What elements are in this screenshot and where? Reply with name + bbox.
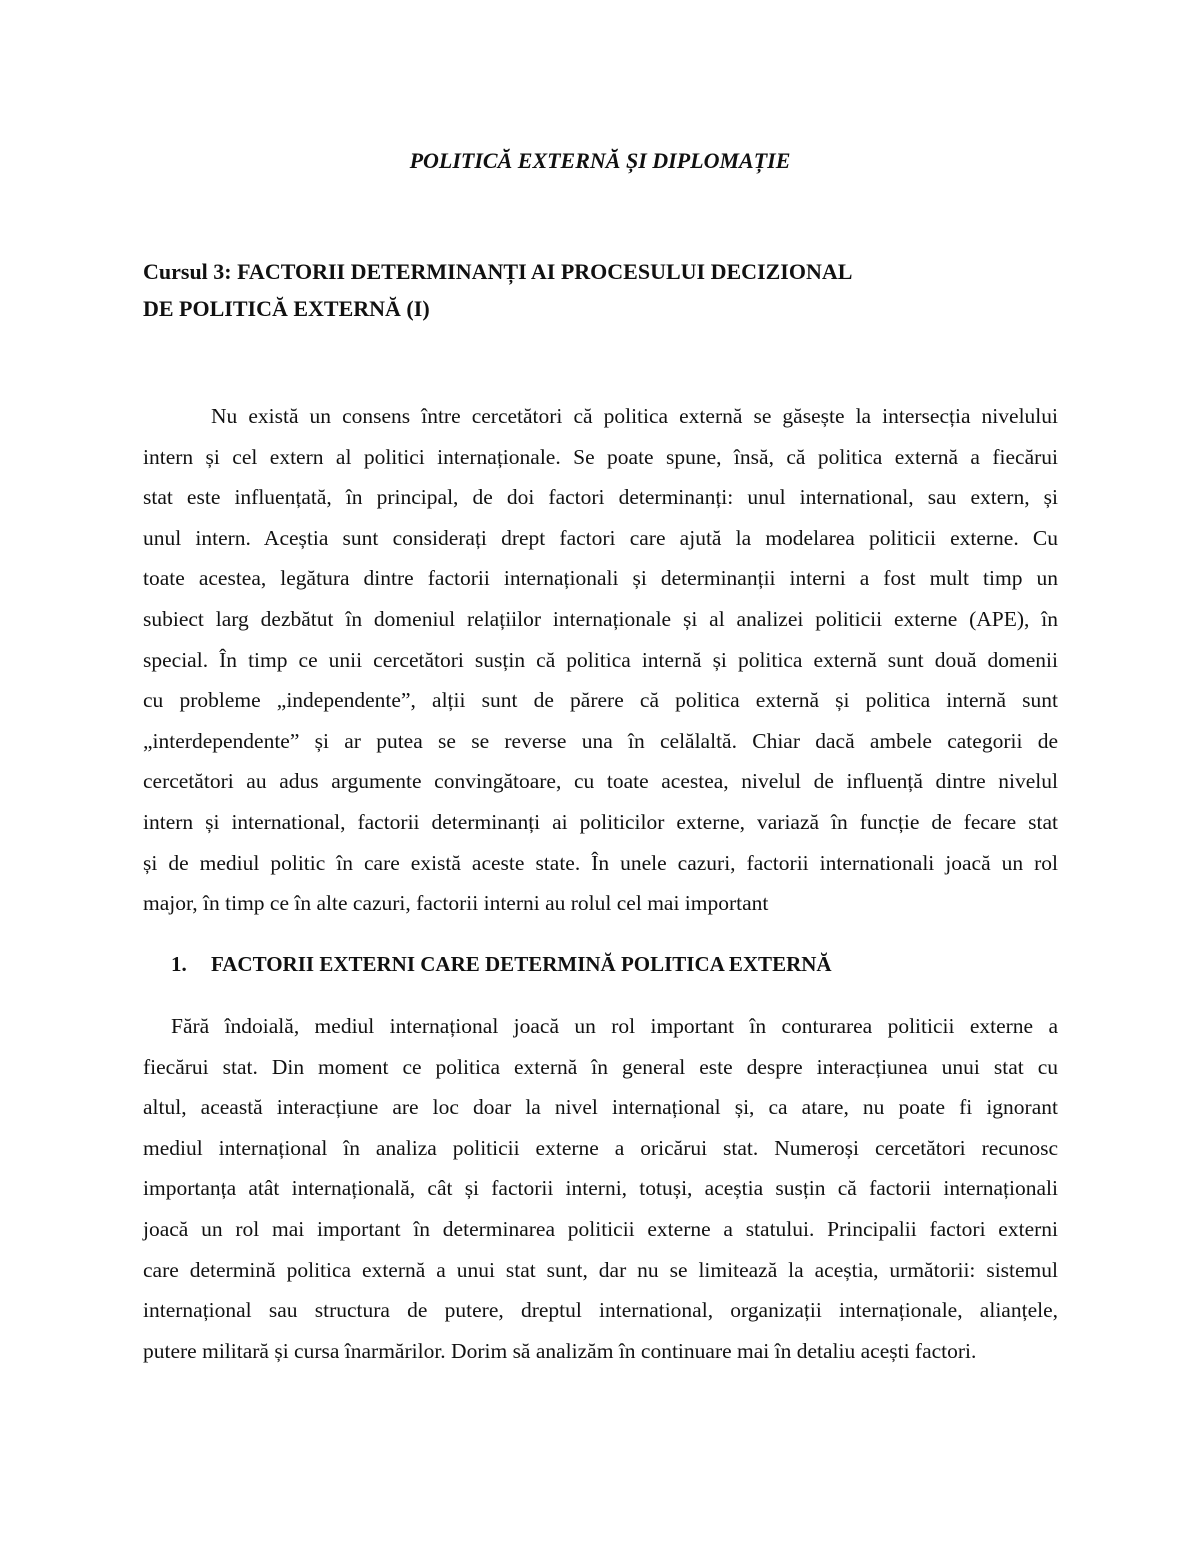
paragraph-line: toate acestea, legătura dintre factorii internaționali și determinanții interni a fost mult timp un bbox=[143, 566, 1058, 591]
course-heading-line-2: DE POLITICĂ EXTERNĂ (I) bbox=[143, 296, 430, 321]
paragraph-line: joacă un rol mai important în determinarea politicii externe a statului. Principalii factori externi bbox=[143, 1216, 1058, 1241]
paragraph-line: putere militară și cursa înarmărilor. Dorim să analizăm în continuare mai în detaliu acești factori. bbox=[143, 1338, 977, 1363]
paragraph-line: altul, această interacțiune are loc doar la nivel internațional și, ca atare, nu poate fi ignorant bbox=[143, 1095, 1058, 1120]
paragraph-line: Fără îndoială, mediul internațional joacă un rol important în conturarea politicii externe a bbox=[171, 1014, 1058, 1038]
paragraph-line: „interdependente” și ar putea se se reverse una în celălaltă. Chiar dacă ambele categorii de bbox=[143, 728, 1058, 753]
paragraph-line: internațional sau structura de putere, dreptul international, organizații internaționale, alianțele, bbox=[143, 1298, 1058, 1323]
paragraph-line: major, în timp ce în alte cazuri, factorii interni au rolul cel mai important bbox=[143, 891, 769, 916]
paragraph-line: Nu există un consens între cercetători că politica externă se găsește la intersecția nivelului bbox=[211, 404, 1058, 428]
course-heading-line-1: Cursul 3: FACTORII DETERMINANȚI AI PROCESULUI DECIZIONAL bbox=[143, 259, 853, 284]
paragraph-line: unul intern. Aceștia sunt considerați drept factori care ajută la modelarea politicii externe. Cu bbox=[143, 525, 1058, 550]
paragraph-line: cercetători au adus argumente convingătoare, cu toate acestea, nivelul de influență dintre nivelul bbox=[143, 769, 1058, 794]
document-title: POLITICĂ EXTERNĂ ȘI DIPLOMAȚIE bbox=[409, 148, 791, 173]
section-heading bbox=[171, 946, 832, 982]
intro-paragraph bbox=[143, 396, 1058, 924]
paragraph-line: special. În timp ce unii cercetători susțin că politica internă și politica externă sunt două domenii bbox=[143, 647, 1058, 672]
paragraph-line: stat este influențată, în principal, de doi factori determinanți: unul international, sau extern, și bbox=[143, 485, 1058, 510]
section-paragraph bbox=[143, 1006, 1058, 1371]
paragraph-line: intern și international, factorii determinanți ai politicilor externe, variază în funcție de fecare stat bbox=[143, 809, 1058, 834]
paragraph-line: care determină politica externă a unui stat sunt, dar nu se limitează la aceștia, următorii: sistemul bbox=[143, 1257, 1058, 1282]
course-heading bbox=[143, 253, 1063, 327]
paragraph-line: fiecărui stat. Din moment ce politica externă în general este despre interacțiunea unui stat cu bbox=[143, 1054, 1058, 1079]
paragraph-line: importanța atât internațională, cât și factorii interni, totuși, aceștia susțin că factorii internaționali bbox=[143, 1176, 1058, 1201]
paragraph-line: cu probleme „independente”, alții sunt de părere că politica externă și politica internă sunt bbox=[143, 688, 1058, 713]
paragraph-line: și de mediul politic în care există aceste state. În unele cazuri, factorii internationali joacă un rol bbox=[143, 850, 1058, 875]
paragraph-line: mediul internațional în analiza politicii externe a oricărui stat. Numeroși cercetători recunosc bbox=[143, 1135, 1058, 1160]
paragraph-line: subiect larg dezbătut în domeniul relațiilor internaționale și al analizei politicii externe (APE), în bbox=[143, 606, 1058, 631]
paragraph-line: intern și cel extern al politici internaționale. Se poate spune, însă, că politica externă a fiecărui bbox=[143, 444, 1058, 469]
section-title: FACTORII EXTERNI CARE DETERMINĂ POLITICA EXTERNĂ bbox=[211, 952, 832, 976]
section-number: 1. bbox=[171, 952, 187, 976]
